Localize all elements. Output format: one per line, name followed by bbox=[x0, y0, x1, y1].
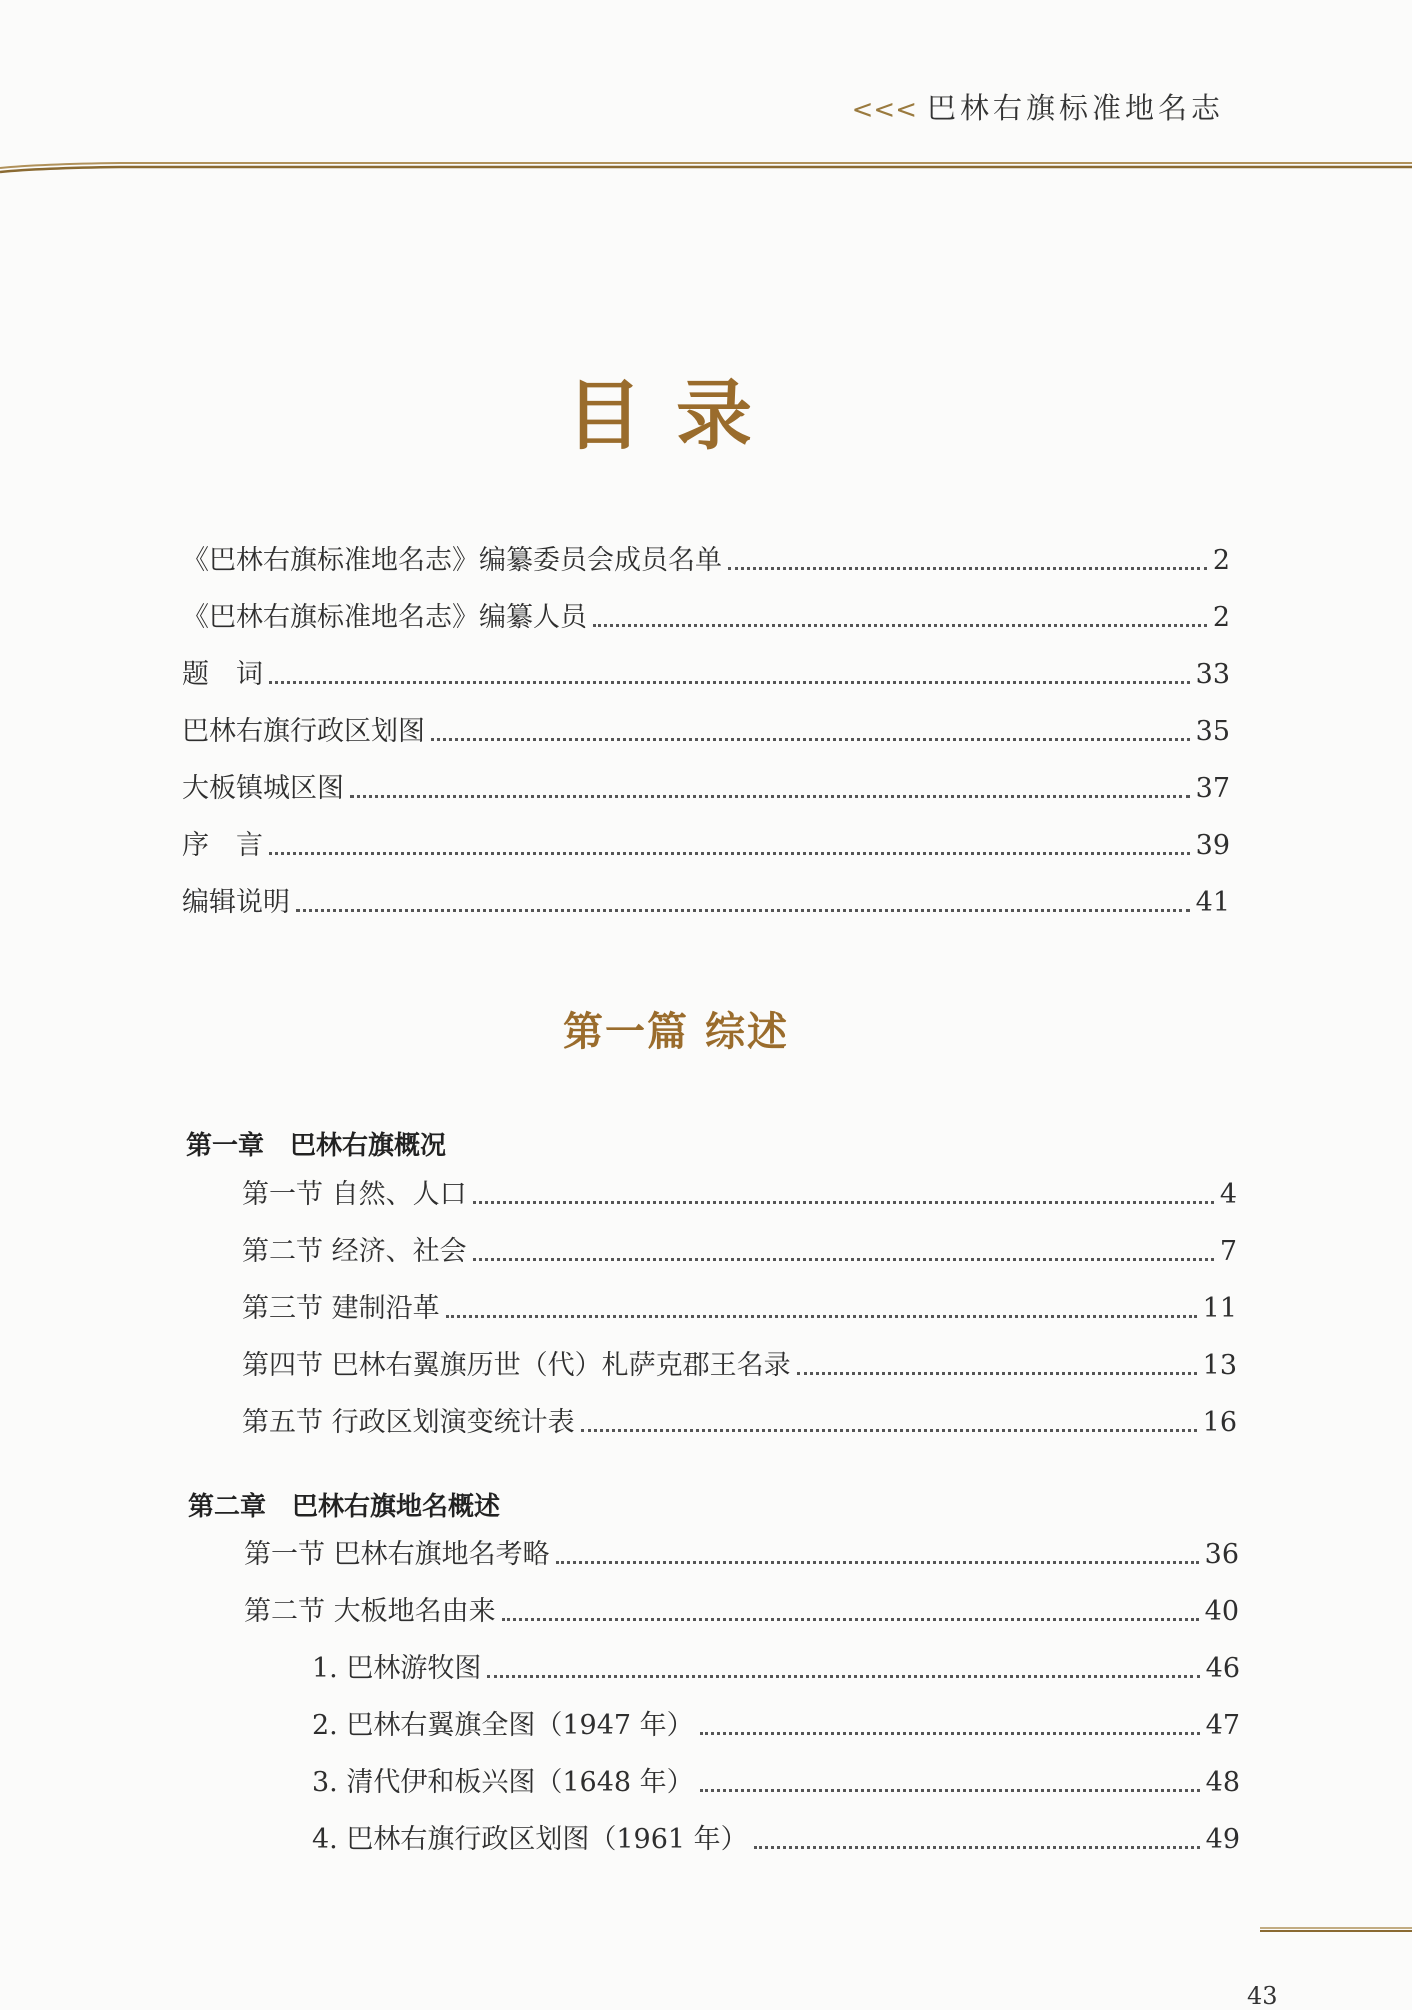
dot-leader bbox=[700, 1789, 1200, 1792]
toc-entry-label: 题 词 bbox=[182, 659, 263, 690]
toc-entry-page: 4 bbox=[1219, 1179, 1237, 1210]
toc-entry-label: 2. 巴林右翼旗全图（1947 年） bbox=[312, 1710, 694, 1741]
dot-leader bbox=[728, 567, 1207, 570]
dot-leader bbox=[593, 624, 1207, 627]
toc-entry-label: 4. 巴林右旗行政区划图（1961 年） bbox=[312, 1824, 748, 1855]
toc-entry-label: 第四节 巴林右翼旗历世（代）札萨克郡王名录 bbox=[242, 1350, 791, 1381]
dot-leader bbox=[269, 852, 1190, 855]
toc-entry[interactable] bbox=[242, 1349, 1237, 1383]
toc-entry-page: 49 bbox=[1205, 1824, 1240, 1855]
toc-entry-label: 第一节 巴林右旗地名考略 bbox=[244, 1539, 550, 1570]
part-title: 第一篇 综述 bbox=[563, 1008, 789, 1055]
toc-entry[interactable] bbox=[182, 886, 1230, 920]
dot-leader bbox=[473, 1201, 1214, 1204]
page-number: 43 bbox=[1247, 1982, 1278, 2010]
toc-entry-page: 16 bbox=[1202, 1407, 1237, 1438]
toc-entry-page: 37 bbox=[1195, 773, 1230, 804]
dot-leader bbox=[502, 1618, 1199, 1621]
dot-leader bbox=[754, 1846, 1200, 1849]
header-rule bbox=[0, 160, 1412, 176]
toc-entry-label: 编辑说明 bbox=[182, 887, 290, 918]
dot-leader bbox=[797, 1372, 1197, 1375]
dot-leader bbox=[700, 1732, 1200, 1735]
dot-leader bbox=[431, 738, 1190, 741]
toc-entry-label: 第五节 行政区划演变统计表 bbox=[242, 1407, 575, 1438]
page-title: 目录 bbox=[566, 371, 786, 460]
toc-entry-label: 第二节 大板地名由来 bbox=[244, 1596, 496, 1627]
header-book-title bbox=[852, 86, 1224, 127]
toc-entry-page: 47 bbox=[1205, 1710, 1240, 1741]
dot-leader bbox=[350, 795, 1190, 798]
toc-entry-page: 11 bbox=[1202, 1293, 1237, 1324]
dot-leader bbox=[473, 1258, 1214, 1261]
toc-entry-page: 36 bbox=[1204, 1539, 1239, 1570]
toc-entry-page: 13 bbox=[1202, 1350, 1237, 1381]
toc-entry-page: 41 bbox=[1195, 887, 1230, 918]
toc-entry-label: 大板镇城区图 bbox=[182, 773, 344, 804]
toc-entry-label: 1. 巴林游牧图 bbox=[312, 1653, 482, 1684]
header-title-text: 巴林右旗标准地名志 bbox=[926, 91, 1224, 125]
chapter-heading[interactable]: 第一章 巴林右旗概况 bbox=[186, 1131, 447, 1161]
toc-entry[interactable] bbox=[244, 1538, 1239, 1572]
toc-entry-label: 《巴林右旗标准地名志》编纂委员会成员名单 bbox=[182, 545, 722, 576]
toc-entry[interactable] bbox=[242, 1178, 1237, 1212]
toc-entry-page: 7 bbox=[1219, 1236, 1237, 1267]
dot-leader bbox=[487, 1675, 1199, 1678]
toc-entry[interactable] bbox=[182, 601, 1230, 635]
toc-entry-page: 33 bbox=[1195, 659, 1230, 690]
dot-leader bbox=[556, 1561, 1199, 1564]
toc-entry[interactable] bbox=[242, 1292, 1237, 1326]
dot-leader bbox=[581, 1429, 1197, 1432]
toc-entry[interactable] bbox=[312, 1766, 1240, 1800]
running-header bbox=[0, 0, 1412, 170]
toc-entry[interactable] bbox=[312, 1652, 1240, 1686]
toc-entry[interactable] bbox=[182, 715, 1230, 749]
toc-entry[interactable] bbox=[182, 658, 1230, 692]
toc-entry[interactable] bbox=[312, 1823, 1240, 1857]
toc-entry-label: 序 言 bbox=[182, 830, 263, 861]
toc-entry-label: 第三节 建制沿革 bbox=[242, 1293, 440, 1324]
toc-entry[interactable] bbox=[182, 772, 1230, 806]
toc-entry-page: 46 bbox=[1205, 1653, 1240, 1684]
toc-entry[interactable] bbox=[182, 829, 1230, 863]
chapter-heading[interactable]: 第二章 巴林右旗地名概述 bbox=[188, 1492, 501, 1522]
toc-entry-page: 40 bbox=[1204, 1596, 1239, 1627]
toc-entry-page: 35 bbox=[1195, 716, 1230, 747]
toc-entry-label: 3. 清代伊和板兴图（1648 年） bbox=[312, 1767, 694, 1798]
toc-entry-page: 48 bbox=[1205, 1767, 1240, 1798]
header-chevrons-icon: <<< bbox=[851, 95, 917, 125]
toc-entry[interactable] bbox=[242, 1406, 1237, 1440]
toc-entry-page: 2 bbox=[1212, 545, 1230, 576]
toc-entry-label: 巴林右旗行政区划图 bbox=[182, 716, 425, 747]
dot-leader bbox=[269, 681, 1190, 684]
toc-entry[interactable] bbox=[242, 1235, 1237, 1269]
toc-entry-label: 《巴林右旗标准地名志》编纂人员 bbox=[182, 602, 587, 633]
toc-entry-label: 第二节 经济、社会 bbox=[242, 1236, 467, 1267]
toc-entry-page: 39 bbox=[1195, 830, 1230, 861]
toc-entry[interactable] bbox=[182, 544, 1230, 578]
dot-leader bbox=[446, 1315, 1197, 1318]
toc-entry-page: 2 bbox=[1212, 602, 1230, 633]
toc-entry[interactable] bbox=[244, 1595, 1239, 1629]
toc-entry[interactable] bbox=[312, 1709, 1240, 1743]
footer-rule bbox=[1260, 1925, 1412, 1933]
toc-entry-label: 第一节 自然、人口 bbox=[242, 1179, 467, 1210]
dot-leader bbox=[296, 909, 1190, 912]
